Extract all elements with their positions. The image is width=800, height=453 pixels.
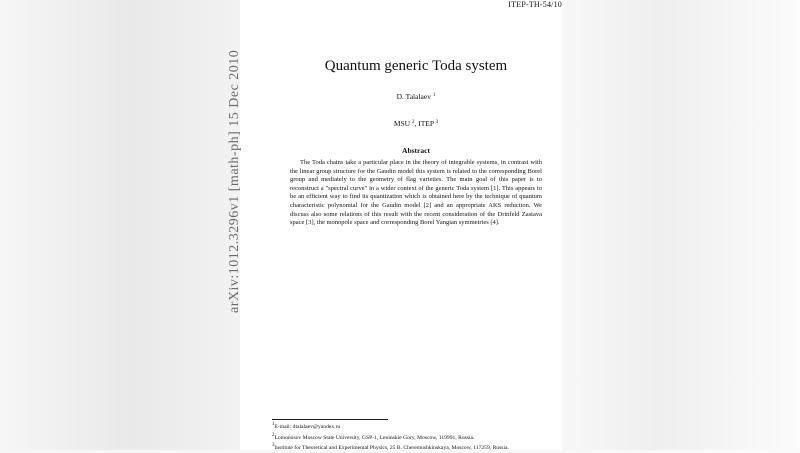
footnote <box>272 421 562 432</box>
affiliation-separator: , <box>414 119 419 128</box>
author-footnote-mark: 1 <box>432 93 436 98</box>
footnote-mark: 2 <box>272 432 275 438</box>
right-background-panel <box>562 0 800 450</box>
affiliation-name: MSU <box>393 119 411 128</box>
affiliation-footnote-mark: 3 <box>435 120 439 125</box>
affiliation-line <box>240 119 592 128</box>
footnote-divider <box>272 419 388 420</box>
footnote-text: E-mail: dtalalaev@yandex.ru <box>274 424 341 430</box>
footnote-mark: 1 <box>272 422 275 427</box>
affiliation-footnote-mark: 2 <box>411 120 415 125</box>
abstract-heading: Abstract <box>402 146 430 155</box>
paper-title: Quantum generic Toda system <box>324 58 508 74</box>
left-background-panel <box>0 0 240 450</box>
footnote-mark: 3 <box>272 443 275 449</box>
affiliation-name: ITEP <box>418 119 434 128</box>
arxiv-identifier: arXiv:1012.3296v1 [math-ph] 15 Dec 2010 <box>227 49 242 313</box>
author-name: D. Talalaev <box>396 92 431 101</box>
abstract-body: The Toda chains take a particular place in the theory of integrable systems, in contrast with the linear group structure for the Gaudin model this system is related to the corresponding Borel group and mediately to the geometry of flag varieties. The main goal of this paper is to reconstruct a "spectral curve" in a wider context of the generic Toda system [1]. This appears to be an efficient way to find its quantization which is obtained here by the technique of quantum characteristic polynomial for the Gaudin model [2] and an appropriate AKS reduction. We discuss also some relations of this result with the recent consideration of the Drinfeld Zastava space [3], the monopole space and corresponding Borel Yangian symmetries [4]. <box>290 159 542 227</box>
footnote-text: Institute for Theoretical and Experimental Physics, 25 B. Cheremushkinskaya, Moscow, 117259, Russia. <box>274 445 509 452</box>
footnote <box>272 432 562 443</box>
footnote <box>272 442 562 453</box>
author-line <box>240 92 592 101</box>
footnotes <box>272 421 562 453</box>
report-number: ITEP-TH-54/10 <box>508 0 562 9</box>
footnote-text: Lomonosov Moscow State University, GSP-1, Leninskie Gory, Moscow, 119991, Russia. <box>274 434 475 441</box>
